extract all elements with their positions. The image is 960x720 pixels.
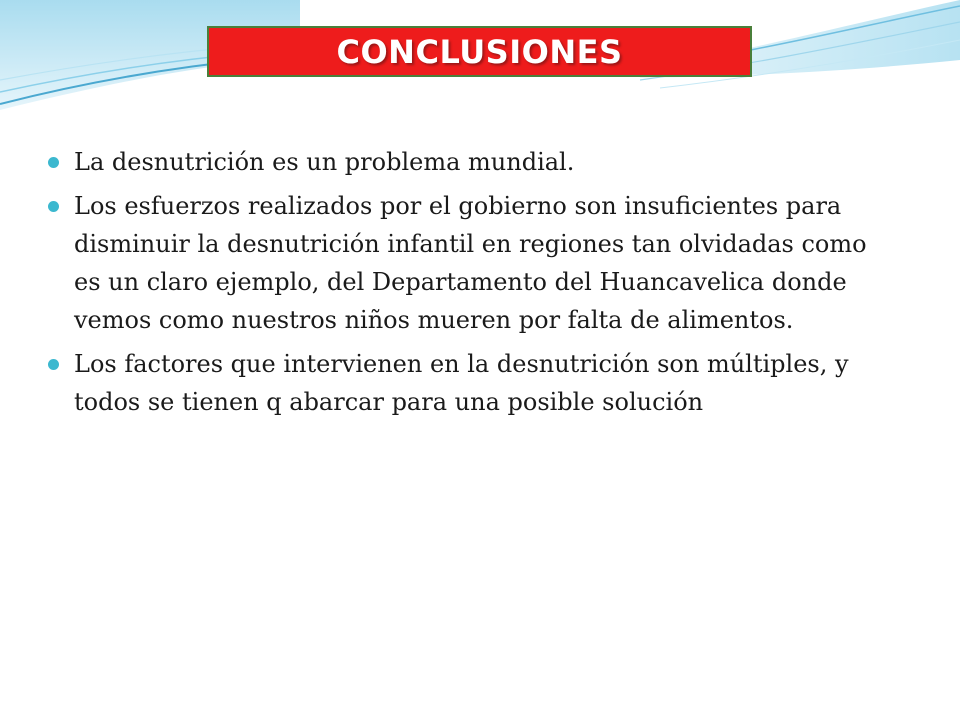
bullet-text: Los factores que intervienen en la desnutrición son múltiples, y todos se tienen q abarcar para una posible solución [74,350,849,416]
bullet-dot-icon [48,359,59,370]
title-banner [207,26,752,77]
bullet-list [48,143,888,427]
bullet-dot-icon [48,201,59,212]
bullet-dot-icon [48,157,59,168]
bullet-text: Los esfuerzos realizados por el gobierno son insuficientes para disminuir la desnutrición infantil en regiones tan olvidadas como es un claro ejemplo, del Departamento del Huancavelica donde vemos como nuestros niños mueren por falta de alimentos. [74,192,867,334]
bullet-item [48,345,888,421]
slide-title: CONCLUSIONES [336,32,623,71]
bullet-item [48,187,888,339]
bullet-text: La desnutrición es un problema mundial. [74,148,575,176]
bullet-item [48,143,888,181]
